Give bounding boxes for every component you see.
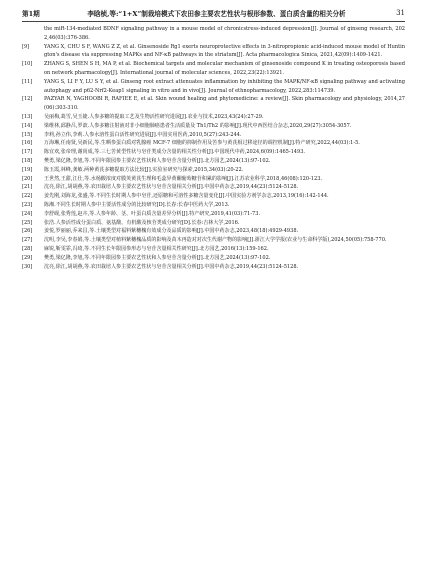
- reference-item: [22, 113, 405, 122]
- reference-number: [22]: [22, 193, 33, 200]
- reference-number: [25]: [22, 219, 33, 226]
- reference-item: [22, 192, 405, 201]
- reference-text: 陈宜欢,张帝理,谢尚成,等.三七苦黄型性状与皂苷类成分含量的相关性分析[J].中国现代中药,2024,6(09):1465-1493.: [44, 149, 306, 156]
- reference-number: [24]: [22, 210, 33, 217]
- reference-text: PAZYAR N, YAGHOOBI R, RAFIEE E, et al. Skin wound healing and phytomedicine: a review[J]. Skin pharmacology and physiology, 2014,27(06):303-310.: [44, 96, 405, 112]
- reference-text: the miR-134-mediated BDNF signaling pathway in a mouse model of chronicstress-induced depression[J]. Journal of ginseng research, 2022,46(03):376-386.: [44, 26, 405, 41]
- reference-number: [15]: [22, 131, 33, 138]
- reference-number: [10]: [22, 61, 33, 68]
- reference-item: [22, 166, 405, 175]
- reference-item: [22, 245, 405, 254]
- reference-number: [22, 25, 44, 43]
- reference-text: 沈亮,徐江,胡胡燕,等.农田栽培人参主要农艺性状与皂苷含量相关分析[J].中国中药杂志,2019,44(23):5124-5128.: [44, 184, 299, 191]
- reference-text: 陈玉霞,林峰,龚敏.两种黄芪多糖提取方法比较[J].实验室研究与探索,2015,34(03):20-22.: [44, 166, 244, 173]
- reference-number: [9]: [22, 43, 30, 50]
- reference-number: [20]: [22, 175, 33, 182]
- reference-number: [11]: [22, 78, 33, 85]
- reference-text: 沈明,李吴,李春娟,等.土壤类型对植料紫穗槐品质的影响及苗木再造对对次生代谢产物的影响[J].浙江大学学报(农业与生命科学版),2024,50(05):758-770.: [44, 237, 387, 244]
- page-number: 31: [396, 9, 405, 17]
- reference-number: [26]: [22, 228, 33, 235]
- reference-item: [22, 131, 405, 140]
- reference-text: YANG S, LI F Y, LU S Y, et al. Ginseng root extract attenuates inflammation by inhibiting the MAPK/NF-κB signaling pathway and activating autophagy and p62-Nrf2-Keap1 signaling in vitro and in vivo[J]. Journal of ethnopharmacology, 2022,283:114739.: [44, 78, 405, 94]
- reference-list: [22, 25, 405, 271]
- reference-number: [14]: [22, 122, 33, 129]
- issue-label: 第1期: [22, 10, 40, 18]
- running-header: [22, 6, 405, 20]
- reference-item: [22, 95, 405, 113]
- reference-item: [22, 43, 405, 61]
- reference-item: [22, 139, 405, 148]
- reference-item: [22, 175, 405, 184]
- reference-text: 李莉,孙立伟,李莉.人参水溶性蛋白活性研究进展[J].中国实用医药,2010,5(27):243-244.: [44, 131, 242, 138]
- reference-text: 姜先刚,刘海龙,张盛,等.不同生长时期人参中皂苷,还原糖和可溶性多糖含量变化[J].中国实验方剂学杂志,2013,19(16):142-144.: [44, 193, 329, 200]
- reference-item: [22, 236, 405, 245]
- reference-number: [16]: [22, 140, 33, 147]
- reference-item: [22, 254, 405, 263]
- header-rule: [22, 21, 405, 22]
- reference-text: 姜悦,罗丽丽,乔来昌,等.土壤类型对福料紫穗槐有效成分及品质的影响[J].中国中药杂志,2023,48(18):4929-4938.: [44, 228, 299, 235]
- reference-number: [17]: [22, 149, 33, 156]
- reference-text: 梁维林,邱静吕,罗歆.人参多糖注射液对非小细胞肺癌患者生活质量及 Th1/Th2 的影响[J].现代中西医结合杂志,2020,29(27):3054-3057.: [44, 122, 352, 129]
- reference-item: [22, 183, 405, 192]
- reference-item: [22, 219, 405, 228]
- reference-item: [22, 201, 405, 210]
- reference-item: [22, 78, 405, 96]
- reference-text: 王世然,王甜,江仕,等.水杨酸浓度对膜荚黄芪生理和毛蕊异黄酮葡萄糖苷积累的影响[J].江苏农业科学,2018,46(08):120-123.: [44, 175, 323, 182]
- reference-item: [22, 60, 405, 78]
- reference-number: [30]: [22, 263, 33, 270]
- reference-item: [22, 122, 405, 131]
- reference-text: 陈湘.不同生长时期人参中主要活性成分的比较研究[D].长春:长春中医药大学,2013.: [44, 201, 230, 208]
- reference-number: [21]: [22, 184, 33, 191]
- reference-number: [27]: [22, 237, 33, 244]
- reference-text: 吴丽梅,葛雪,吴玉婕.人参多糖的提取工艺及生物活性研究进展[J].农业与技术,2023,43(24):27-29.: [44, 113, 264, 120]
- reference-item: [22, 227, 405, 236]
- reference-item: [22, 25, 405, 43]
- reference-item: [22, 148, 405, 157]
- reference-number: [18]: [22, 157, 33, 164]
- reference-number: [29]: [22, 254, 33, 261]
- reference-number: [19]: [22, 166, 33, 173]
- reference-text: 沈亮,徐江,胡胡燕,等.农田栽培人参主要农艺性状与皂苷含量相关分析[J].中国中药杂志,2019,44(23):5124-5128.: [44, 263, 299, 270]
- reference-number: [28]: [22, 245, 33, 252]
- reference-number: [13]: [22, 113, 33, 120]
- reference-text: 樊勇,梁亿隆,李旭,等.不同年限园参主要农艺性状和人参皂苷含量分析[J].北方园艺,2024(13):97-102.: [44, 157, 271, 164]
- reference-text: 万海琳,任南贤,吴新民,等.生晒参蛋白质对乳腺癌 MCF-7 细胞的抑制作用及苦参与黄芪相过移途径的调控机制[J].特产研究,2022,44(03):1-5.: [44, 140, 360, 147]
- reference-item: [22, 263, 405, 272]
- reference-text: 樊勇,梁亿隆,李旭,等.不同年限园参主要农艺性状和人参皂苷含量分析[J].北方园艺,2024(13):97-102.: [44, 254, 271, 261]
- reference-item: [22, 210, 405, 219]
- reference-text: 麻锐,靳雯霏,冯琦,等.不同生长年限园参形态与皂苷含量相关性研究[J].北方园艺,2016(13):159-162.: [44, 245, 269, 252]
- reference-text: 李舒砚,张秀莲,赵卉,等.人参年龄、茎、叶蛋白质含量差异分析[J].特产研究,2019,41(03):71-73.: [44, 210, 261, 217]
- reference-text: 张浩.人参活性成分蛋白质、氨基酸、有机酸及核苷类成分研究[D].长春:吉林大学,2016.: [44, 219, 240, 226]
- running-title: 李晗桢,等:“1+X”制栽培模式下农田参主要农艺性状与根形参数、蛋白质含量的相关分析: [87, 10, 346, 18]
- reference-text: ZHANG S, SHEN S H, MA P, et al. Biochemical targets and molecular mechanism of ginsenoside compound K in treating osteoporosis based on network pharmacology[J]. International journal of molecular sciences, 2022,23(22):13921.: [44, 61, 405, 76]
- reference-number: [23]: [22, 201, 33, 208]
- reference-item: [22, 157, 405, 166]
- reference-number: [12]: [22, 96, 33, 103]
- reference-text: YANG X, CHU S F, WANG Z Z, et al. Ginsenoside Rg1 exerts neuroprotective effects in 3-nitropropionic acid-induced mouse model of Huntington's disease via suppressing MAPKs and NF-κB pathways in the striatum[J]. Acta pharmacologica Sinica, 2021,42(09):1409-1421.: [44, 43, 405, 59]
